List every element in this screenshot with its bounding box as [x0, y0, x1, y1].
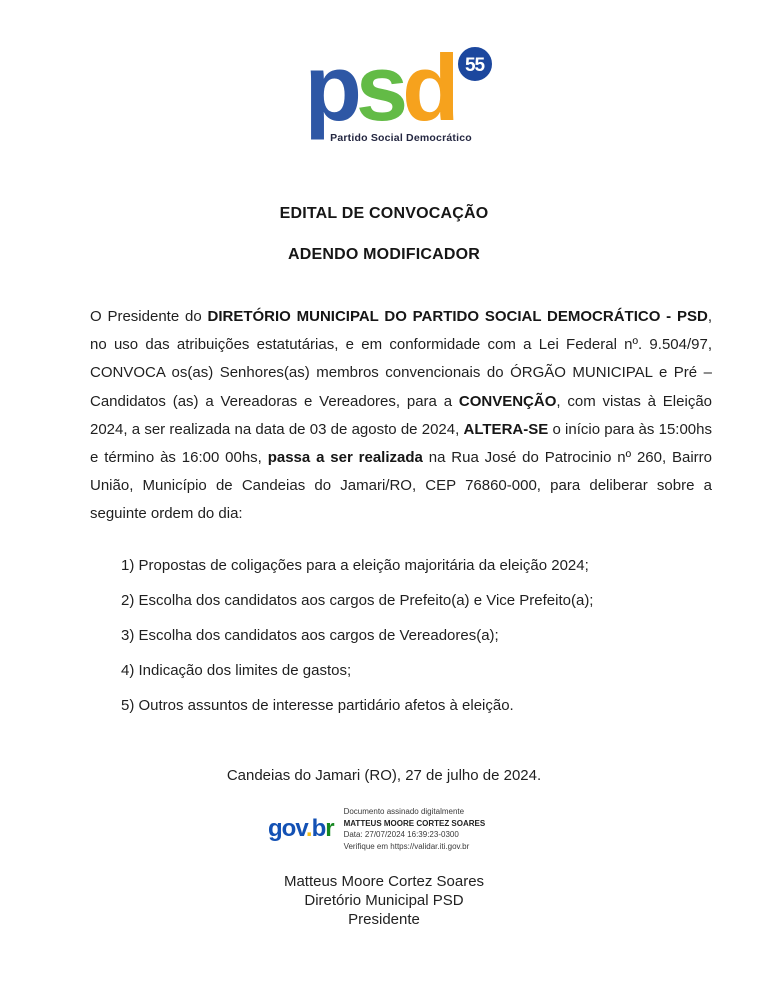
signer-role: Presidente	[348, 911, 420, 928]
agenda-item-1: 1) Propostas de coligações para a eleição majoritária da eleição 2024;	[121, 557, 589, 574]
paragraph-segment: , com vistas à Eleição 2024, a ser realizada na data de 03 de agosto de 2024,	[90, 392, 712, 438]
signer-block	[0, 872, 768, 929]
agenda-list	[121, 557, 701, 732]
document-title: EDITAL DE CONVOCAÇÃO	[279, 205, 489, 222]
document-subtitle: ADENDO MODIFICADOR	[287, 246, 481, 263]
paragraph-segment: o início para às 15:00hs e término às 16:00 00hs,	[90, 420, 712, 467]
paragraph-segment-bold: DIRETÓRIO MUNICIPAL DO PARTIDO SOCIAL DEMOCRÁTICO - PSD	[207, 308, 708, 325]
paragraph-segment-bold: CONVENÇÃO	[458, 392, 557, 410]
digital-signature-stamp	[268, 806, 485, 852]
paragraph-segment-bold: ALTERA-SE	[463, 420, 549, 438]
agenda-item-5: 5) Outros assuntos de interesse partidário afetos à eleição.	[121, 697, 514, 714]
logo-letter-d: d	[402, 35, 454, 140]
govbr-logo-r: r	[325, 815, 334, 842]
logo-letter-p: p	[304, 35, 356, 140]
psd-logo-letters	[304, 35, 485, 142]
paragraph-segment-bold: passa a ser realizada	[267, 449, 423, 467]
paragraph-segment: , no uso das atribuições estatutárias, e em conformidade com a Lei Federal nº. 9.504/97, CONVOCA os(as) Senhores(as) membros convencionais do ÓRGÃO MUNICIPAL e Pré – Candidatos (as) a Vereadoras e Vereadores, para a	[90, 308, 712, 410]
govbr-logo-b: b	[311, 815, 326, 842]
edital-paragraph	[90, 303, 712, 529]
logo-letter-s: s	[355, 35, 403, 140]
signature-signer-name: MATTEUS MOORE CORTEZ SOARES	[343, 818, 486, 828]
date-line: Candeias do Jamari (RO), 27 de julho de 2024.	[226, 767, 542, 784]
logo-55-badge: 55	[456, 45, 494, 83]
agenda-item-3: 3) Escolha dos candidatos aos cargos de Vereadores(a);	[121, 627, 499, 644]
signer-name: Matteus Moore Cortez Soares	[283, 873, 485, 890]
psd-logo	[0, 35, 768, 144]
paragraph-segment: na Rua José do Patrocinio nº 260, Bairro União, Município de Candeias do Jamari/RO, CEP 76860-000, para deliberar sobre a seguinte ordem do dia:	[90, 449, 712, 523]
govbr-logo-gov: gov	[268, 815, 306, 842]
logo-tagline: Partido Social Democrático	[330, 132, 472, 144]
govbr-logo-dot: .	[305, 815, 312, 842]
signer-org: Diretório Municipal PSD	[304, 892, 464, 909]
paragraph-segment: O Presidente do	[90, 308, 208, 325]
agenda-item-4: 4) Indicação dos limites de gastos;	[121, 662, 352, 679]
govbr-logo	[268, 817, 334, 841]
signature-verify-url: Verifique em https://validar.iti.gov.br	[343, 841, 470, 851]
signature-date: Data: 27/07/2024 16:39:23-0300	[343, 830, 459, 839]
agenda-item-2: 2) Escolha dos candidatos aos cargos de Prefeito(a) e Vice Prefeito(a);	[121, 592, 594, 609]
signature-statement: Documento assinado digitalmente	[343, 807, 465, 816]
signature-details	[344, 806, 486, 852]
